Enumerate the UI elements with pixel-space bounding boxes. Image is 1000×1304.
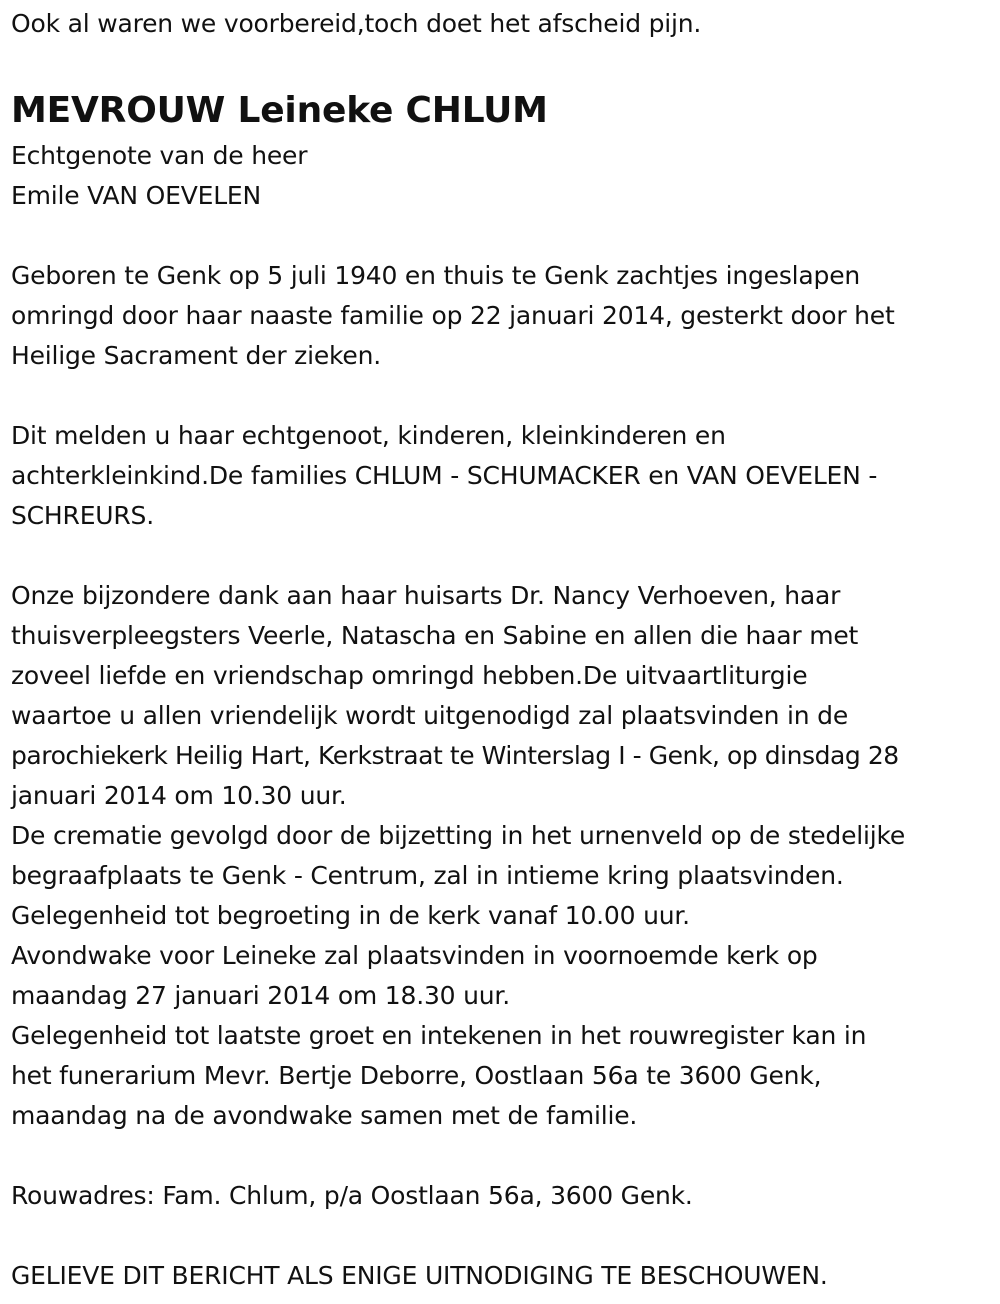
cremation-line: begraafplaats te Genk - Centrum, zal in intieme kring plaatsvinden. bbox=[11, 861, 844, 890]
death-notice bbox=[11, 4, 996, 1296]
cremation-line: De crematie gevolgd door de bijzetting in het urnenveld op de stedelijke bbox=[11, 821, 906, 850]
birth-line: Heilige Sacrament der zieken. bbox=[11, 341, 381, 370]
thanks-line: waartoe u allen vriendelijk wordt uitgenodigd zal plaatsvinden in de bbox=[11, 701, 849, 730]
deceased-name-title: MEVROUW Leineke CHLUM bbox=[11, 90, 548, 131]
spacer bbox=[11, 536, 996, 576]
announcement-line: achterkleinkind.De families CHLUM - SCHUMACKER en VAN OEVELEN - bbox=[11, 461, 878, 490]
greeting-line: Gelegenheid tot begroeting in de kerk vanaf 10.00 uur. bbox=[11, 901, 690, 930]
register-line: maandag na de avondwake samen met de familie. bbox=[11, 1101, 638, 1130]
spacer bbox=[11, 216, 996, 256]
spacer bbox=[11, 44, 996, 84]
register-line: Gelegenheid tot laatste groet en intekenen in het rouwregister kan in bbox=[11, 1021, 867, 1050]
thanks-line: zoveel liefde en vriendschap omringd hebben.De uitvaartliturgie bbox=[11, 661, 808, 690]
opening-line: Ook al waren we voorbereid,toch doet het afscheid pijn. bbox=[11, 9, 702, 38]
spacer bbox=[11, 1136, 996, 1176]
spacer bbox=[11, 1216, 996, 1256]
mourning-address: Rouwadres: Fam. Chlum, p/a Oostlaan 56a, 3600 Genk. bbox=[11, 1181, 693, 1210]
announcement-line: Dit melden u haar echtgenoot, kinderen, kleinkinderen en bbox=[11, 421, 726, 450]
announcement-line: SCHREURS. bbox=[11, 501, 154, 530]
wake-line: Avondwake voor Leineke zal plaatsvinden in voornoemde kerk op bbox=[11, 941, 818, 970]
birth-line: Geboren te Genk op 5 juli 1940 en thuis te Genk zachtjes ingeslapen bbox=[11, 261, 861, 290]
thanks-line: thuisverpleegsters Veerle, Natascha en Sabine en allen die haar met bbox=[11, 621, 859, 650]
closing-line: GELIEVE DIT BERICHT ALS ENIGE UITNODIGING TE BESCHOUWEN. bbox=[11, 1261, 828, 1290]
spacer bbox=[11, 376, 996, 416]
spouse-name-line: Emile VAN OEVELEN bbox=[11, 181, 262, 210]
thanks-line: Onze bijzondere dank aan haar huisarts Dr. Nancy Verhoeven, haar bbox=[11, 581, 841, 610]
birth-line: omringd door haar naaste familie op 22 januari 2014, gesterkt door het bbox=[11, 301, 895, 330]
thanks-line: januari 2014 om 10.30 uur. bbox=[11, 781, 347, 810]
wake-line: maandag 27 januari 2014 om 18.30 uur. bbox=[11, 981, 510, 1010]
thanks-line: parochiekerk Heilig Hart, Kerkstraat te Winterslag I - Genk, op dinsdag 28 bbox=[11, 741, 899, 770]
spouse-line: Echtgenote van de heer bbox=[11, 141, 308, 170]
register-line: het funerarium Mevr. Bertje Deborre, Oostlaan 56a te 3600 Genk, bbox=[11, 1061, 822, 1090]
